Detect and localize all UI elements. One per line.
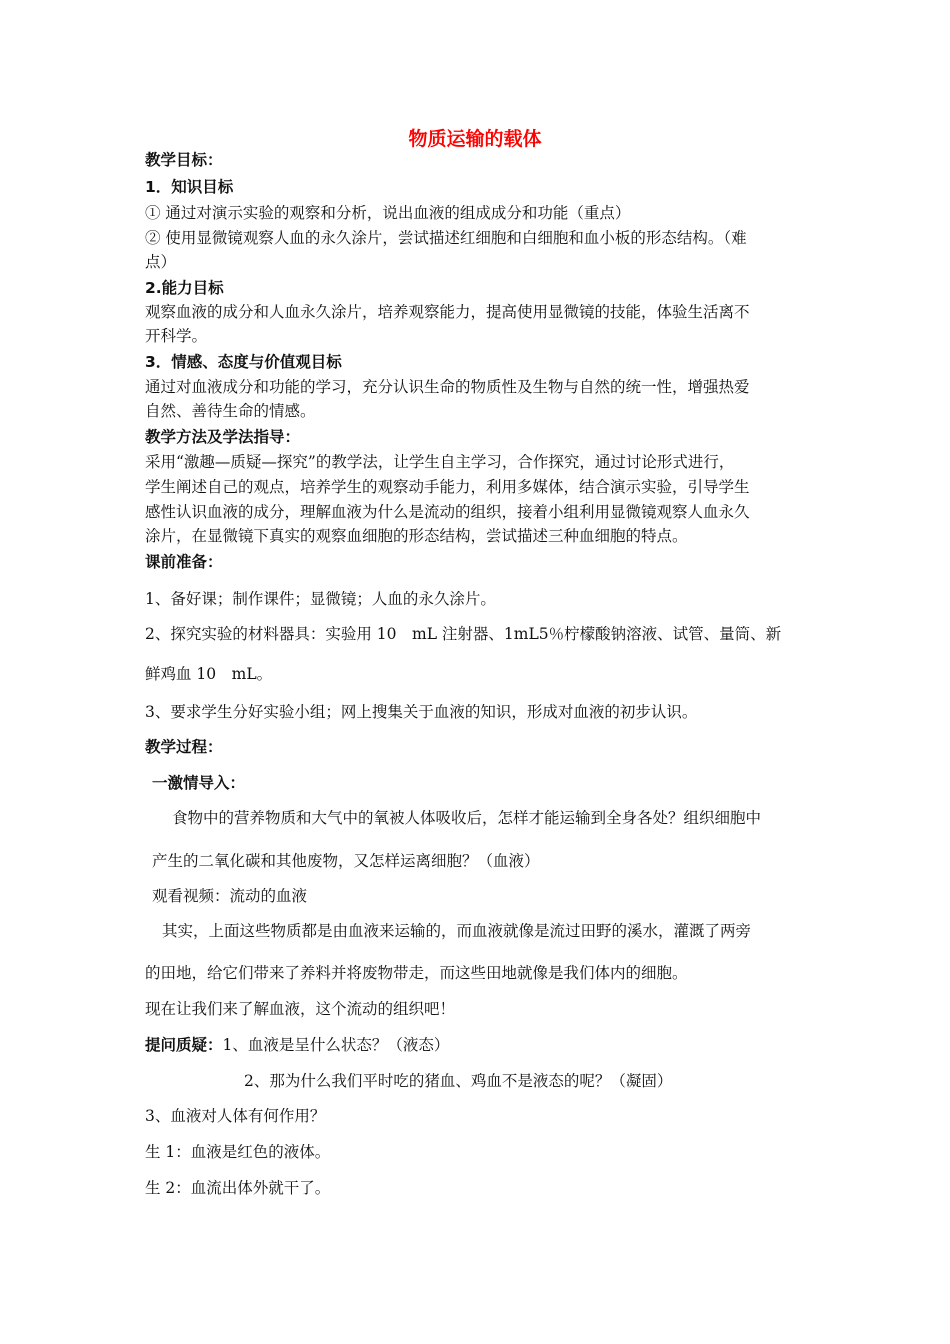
- prep-heading: 课前准备：: [145, 553, 223, 571]
- emotion-goal-line-2: 自然、善待生命的情感。: [145, 402, 316, 420]
- video-note: 观看视频：流动的血液: [152, 887, 308, 905]
- question-1: 1、血液是呈什么状态？（液态）: [222, 1036, 450, 1054]
- intro-paragraph-line-2: 产生的二氧化碳和其他废物，又怎样运离细胞？（血液）: [152, 852, 540, 870]
- question-block: [145, 1035, 449, 1055]
- method-heading: 教学方法及学法指导：: [145, 428, 301, 446]
- method-line-3: 感性认识血液的成分，理解血液为什么是流动的组织，接着小组利用显微镜观察人血永久: [145, 503, 750, 521]
- emotion-goal-heading: 3．情感、态度与价值观目标: [145, 353, 342, 371]
- intro-paragraph-line-1: 食物中的营养物质和大气中的氧被人体吸收后，怎样才能运输到全身各处？组织细胞中: [172, 809, 762, 827]
- transition-sentence: 现在让我们来了解血液，这个流动的组织吧！: [145, 1000, 456, 1018]
- method-line-1: 采用“激趣—质疑—探究”的教学法，让学生自主学习，合作探究，通过讨论形式进行，: [145, 453, 735, 471]
- question-label: 提问质疑：: [145, 1036, 223, 1054]
- knowledge-goal-item-2-line-1: ② 使用显微镜观察人血的永久涂片，尝试描述红细胞和白细胞和血小板的形态结构。（难: [145, 229, 747, 247]
- knowledge-goal-heading: 1．知识目标: [145, 178, 234, 196]
- method-line-2: 学生阐述自己的观点，培养学生的观察动手能力，利用多媒体，结合演示实验，引导学生: [145, 478, 750, 496]
- knowledge-goal-item-2-line-2: 点）: [145, 253, 177, 271]
- prep-item-1: 1、备好课；制作课件；显微镜；人血的永久涂片。: [145, 590, 496, 608]
- emotion-goal-line-1: 通过对血液成分和功能的学习，充分认识生命的物质性及生物与自然的统一性，增强热爱: [145, 378, 750, 396]
- ability-goal-line-2: 开科学。: [145, 327, 208, 345]
- ability-goal-line-1: 观察血液的成分和人血永久涂片，培养观察能力，提高使用显微镜的技能，体验生活离不: [145, 303, 750, 321]
- prep-item-2-line-1: 2、探究实验的材料器具：实验用 10 mL 注射器、1mL5％柠檬酸钠溶液、试管、量筒、新: [145, 625, 782, 643]
- student-answer-1: 生 1：血液是红色的液体。: [145, 1143, 331, 1161]
- explain-paragraph-line-1: 其实，上面这些物质都是由血液来运输的，而血液就像是流过田野的溪水，灌溉了两旁: [162, 922, 752, 940]
- question-2: 2、那为什么我们平时吃的猪血、鸡血不是液态的呢？（凝固）: [244, 1072, 673, 1090]
- prep-item-3: 3、要求学生分好实验小组；网上搜集关于血液的知识，形成对血液的初步认识。: [145, 703, 698, 721]
- document-title: 物质运输的载体: [408, 128, 542, 150]
- ability-goal-heading: 2.能力目标: [145, 279, 224, 297]
- student-answer-2: 生 2：血流出体外就干了。: [145, 1179, 331, 1197]
- prep-item-2-line-2: 鲜鸡血 10 mL。: [145, 665, 273, 683]
- intro-heading: 一激情导入：: [152, 774, 246, 792]
- goals-heading: 教学目标：: [145, 151, 223, 169]
- method-line-4: 涂片，在显微镜下真实的观察血细胞的形态结构，尝试描述三种血细胞的特点。: [145, 527, 688, 545]
- knowledge-goal-item-1: ① 通过对演示实验的观察和分析，说出血液的组成成分和功能（重点）: [145, 204, 631, 222]
- process-heading: 教学过程：: [145, 738, 223, 756]
- explain-paragraph-line-2: 的田地，给它们带来了养料并将废物带走，而这些田地就像是我们体内的细胞。: [145, 964, 688, 982]
- question-3: 3、血液对人体有何作用？: [145, 1107, 326, 1125]
